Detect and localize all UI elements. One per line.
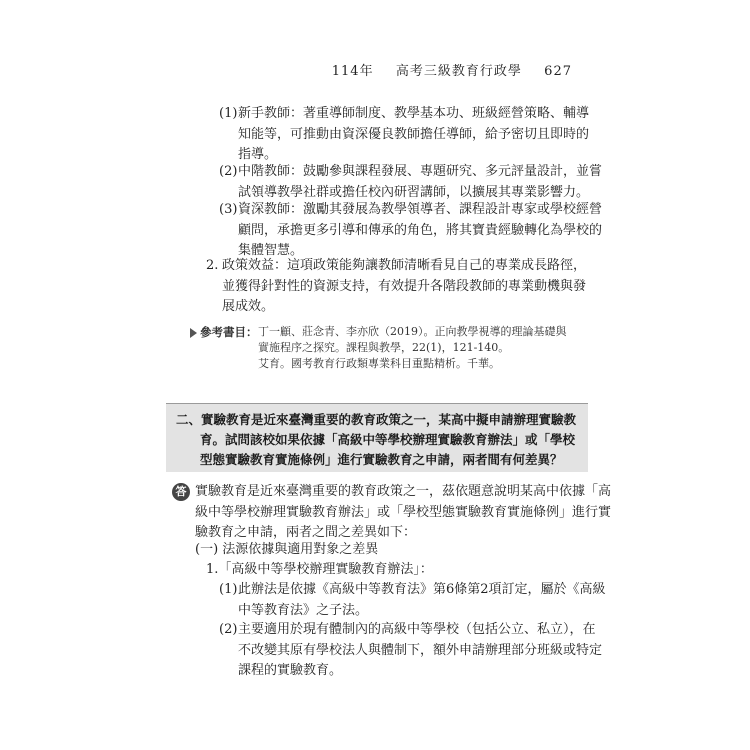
text-line: 此辦法是依據《高級中等教育法》第6條第2項訂定，屬於《高級 bbox=[238, 582, 606, 597]
answer-intro bbox=[195, 482, 612, 544]
text-line: 知能等，可推動由資深優良教師擔任導師，給予密切且即時的 bbox=[238, 126, 590, 142]
sub-heading bbox=[206, 560, 506, 581]
text-line: 1.「高級中等學校辦理實驗教育辦法」： bbox=[206, 562, 433, 577]
item-number: (2) bbox=[219, 164, 238, 179]
question-line: 型態實驗教育實施條例」進行實驗教育之申請，兩者間有何差異？ bbox=[200, 452, 563, 467]
section-heading bbox=[195, 540, 495, 561]
text-line: 新手教師：著重導師制度、教學基本功、班級經營策略、輔導 bbox=[238, 106, 590, 121]
triangle-bullet-icon bbox=[190, 328, 197, 338]
item-number: (1) bbox=[219, 582, 238, 597]
list-item bbox=[219, 104, 599, 166]
text-line: (一) 法源依據與適用對象之差異 bbox=[195, 542, 379, 557]
answer-icon: 答 bbox=[172, 483, 190, 501]
text-line: 試領導教學社群或擔任校內研習講師，以擴展其專業影響力。 bbox=[238, 184, 590, 200]
running-header bbox=[332, 60, 572, 79]
text-line: 指導。 bbox=[238, 147, 278, 162]
reference-line: 艾育。國考教育行政類專業科目重點精析。千華。 bbox=[258, 357, 500, 370]
text-line: 政策效益：這項政策能夠讓教師清晰看見自己的專業成長路徑， bbox=[222, 258, 587, 273]
list-item bbox=[219, 580, 606, 622]
list-item bbox=[219, 620, 603, 682]
list-item bbox=[219, 200, 603, 262]
question-line: 育。試問該校如果依據「高級中等學校辦理實驗教育辦法」或「學校 bbox=[200, 432, 576, 447]
item-number: (1) bbox=[219, 106, 238, 121]
text-line: 中階教師：鼓勵參與課程發展、專題研究、多元評量設計，並嘗 bbox=[238, 164, 603, 179]
header-exam-title: 高考三級教育行政學 bbox=[395, 64, 522, 79]
text-line: 並獲得針對性的資源支持，有效提升各階段教師的專業動機與發 bbox=[222, 278, 587, 294]
references-label: 參考書目： bbox=[200, 325, 258, 339]
question-line: 二、實驗教育是近來臺灣重要的教育政策之一，某高中擬申請辦理實驗教 bbox=[176, 412, 577, 427]
item-number: 2. bbox=[206, 258, 219, 273]
text-line: 實驗教育是近來臺灣重要的教育政策之一，茲依題意說明某高中依據「高 bbox=[195, 484, 612, 499]
item-number: (2) bbox=[219, 622, 238, 637]
header-year: 114年 bbox=[331, 64, 374, 79]
list-item bbox=[219, 162, 603, 204]
text-line: 中等教育法》之子法。 bbox=[238, 602, 369, 618]
text-line: 不改變其原有學校法人與體制下，額外申請辦理部分班級或特定 bbox=[238, 642, 603, 658]
page-number: 627 bbox=[544, 64, 572, 79]
text-line: 展成效。 bbox=[222, 299, 275, 314]
list-item bbox=[206, 256, 601, 318]
text-line: 資深教師：激勵其發展為教學領導者、課程設計專家或學校經營 bbox=[238, 202, 603, 217]
text-line: 主要適用於現有體制內的高級中等學校（包括公立、私立），在 bbox=[238, 622, 596, 637]
text-line: 課程的實驗教育。 bbox=[238, 663, 343, 678]
text-line: 級中等學校辦理實驗教育辦法」或「學校型態實驗教育實施條例」進行實 bbox=[195, 504, 612, 520]
text-line: 顧問，承擔更多引導和傳承的角色，將其寶貴經驗轉化為學校的 bbox=[238, 222, 603, 238]
reference-line: 丁一顧、莊念青、李亦欣（2019）。正向教學視導的理論基礎與 bbox=[258, 325, 567, 338]
reference-line: 實施程序之探究。課程與教學，22(1)，121-140。 bbox=[258, 341, 510, 354]
item-number: (3) bbox=[219, 202, 238, 217]
text-line: 驗教育之申請，兩者之間之差異如下： bbox=[195, 525, 417, 540]
text-line: 集體智慧。 bbox=[238, 243, 304, 258]
